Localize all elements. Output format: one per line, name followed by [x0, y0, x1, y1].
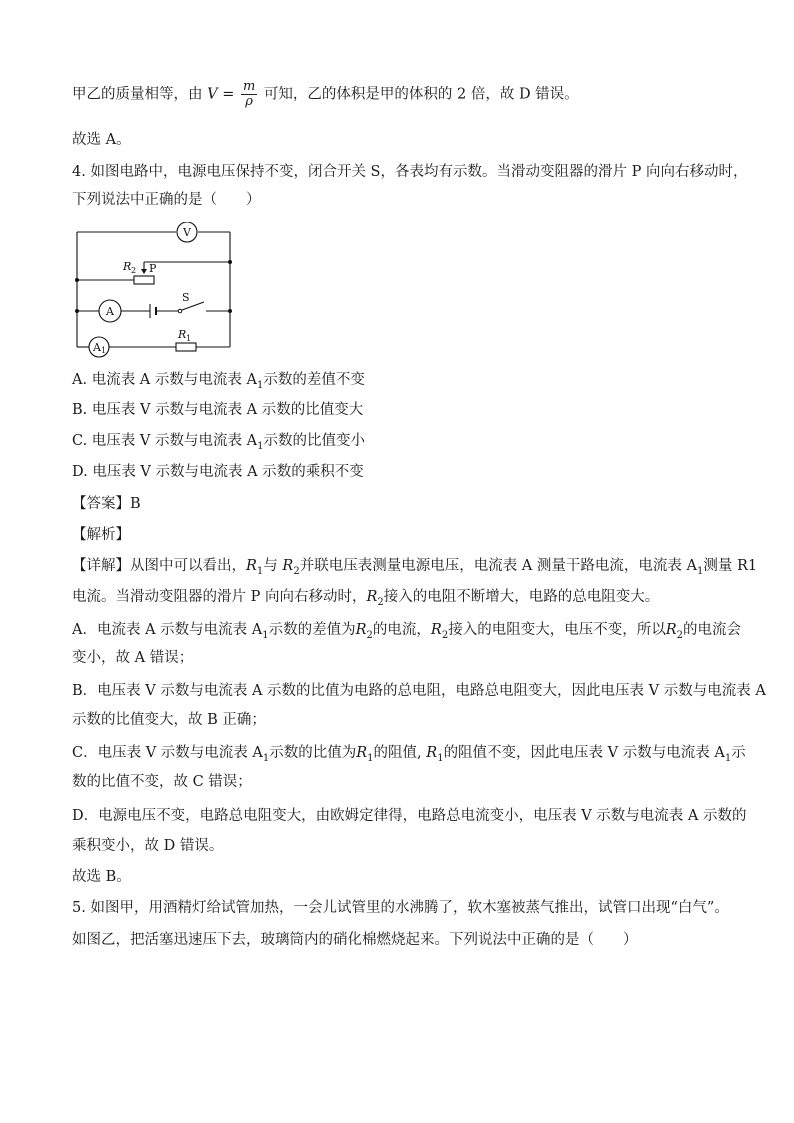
text: 甲乙的质量相等，由: [72, 86, 203, 103]
q4-option-d: D. 电压表 V 示数与电流表 A 示数的乘积不变: [72, 464, 364, 480]
formula-lhs: V =: [207, 86, 235, 103]
q4-choose: 故选 B。: [72, 869, 131, 885]
ammeter1-subscript: 1: [101, 346, 107, 355]
circuit-diagram: [70, 222, 240, 362]
r1-label: R: [178, 328, 187, 341]
text: 可知，乙的体积是甲的体积的 2 倍，故 D 错误。: [263, 86, 579, 103]
r1-subscript: 1: [186, 334, 192, 343]
q4-analysis-label: 【解析】: [72, 527, 130, 543]
switch-contact: [178, 309, 182, 313]
r2-label: R: [123, 260, 132, 273]
switch-label: S: [182, 291, 190, 304]
detail-b-line-1: B．电压表 V 示数与电流表 A 示数的比值为电路的总电阻，电路总电阻变大，因此电压表 V 示数与电流表 A: [72, 683, 766, 699]
detail-c-line-2: 数的比值不变，故 C 错误；: [72, 774, 252, 790]
junction-dot: [228, 309, 232, 313]
q4-option-b: B. 电压表 V 示数与电流表 A 示数的比值变大: [72, 402, 364, 418]
q4-stem-line1: 4. 如图电路中，电源电压保持不变，闭合开关 S，各表均有示数。当滑动变阻器的滑片 P 向向右移动时，: [72, 164, 748, 180]
resistor-r2: [134, 276, 154, 284]
prev-answer-line: [72, 80, 579, 109]
q4-answer: 【答案】B: [72, 496, 141, 512]
slider-arrow: [141, 269, 147, 274]
fraction-denominator: ρ: [245, 94, 253, 109]
q4-stem-line2: 下列说法中正确的是（ ）: [72, 192, 261, 208]
detail-d-line-1: D．电源电压不变，电路总电阻变大，由欧姆定律得，电路总电流变小，电压表 V 示数与电流表 A 示数的: [72, 808, 747, 824]
junction-dot: [228, 260, 232, 264]
voltmeter-label: V: [183, 226, 191, 239]
slider-label: P: [149, 262, 157, 275]
prev-choose: 故选 A。: [72, 132, 131, 148]
q5-stem-line1: 5. 如图甲，用酒精灯给试管加热，一会儿试管里的水沸腾了，软木塞被蒸气推出，试管口出现“白气”。: [72, 900, 729, 916]
resistor-r1: [176, 343, 196, 351]
detail-d-line-2: 乘积变小，故 D 错误。: [72, 838, 224, 854]
q4-option-c: C. 电压表 V 示数与电流表 $A_1$示数的比值变小: [72, 433, 365, 452]
detail-b-line-2: 示数的比值变大，故 B 正确；: [72, 712, 266, 728]
detail-a-line-2: 变小，故 A 错误；: [72, 650, 194, 666]
q4-option-a: A. 电流表 A 示数与电流表 $A_1$示数的差值不变: [72, 372, 365, 391]
fraction-numerator: m: [242, 79, 256, 94]
r2-subscript: 2: [131, 266, 137, 275]
junction-dot: [75, 278, 79, 282]
ammeter-label: A: [106, 305, 114, 318]
detail-a-line-1: A．电流表 A 示数与电流表 $A_1$示数的差值为$R_2$的电流，$R_2$接入的电阻变大，电压不变，所以$R_2$的电流会: [72, 622, 742, 641]
detail-line-1: 【详解】从图中可以看出，$R_1$与 $R_2$并联电压表测量电源电压，电流表 A 测量干路电流，电流表 $A_1$测量 R1: [72, 558, 758, 577]
junction-dot: [75, 309, 79, 313]
q5-stem-line2: 如图乙，把活塞迅速压下去，玻璃筒内的硝化棉燃烧起来。下列说法中正确的是（ ）: [72, 932, 638, 948]
ammeter1-label: A: [93, 341, 101, 354]
density-fraction: [241, 80, 257, 109]
detail-line-2: 电流。当滑动变阻器的滑片 P 向向右移动时，$R_2$接入的电阻不断增大，电路的总电阻变大。: [72, 589, 660, 608]
detail-c-line-1: C．电压表 V 示数与电流表 $A_1$示数的比值为$R_1$的阻值, $R_1$的阻值不变，因此电压表 V 示数与电流表 $A_1$示: [72, 745, 746, 764]
